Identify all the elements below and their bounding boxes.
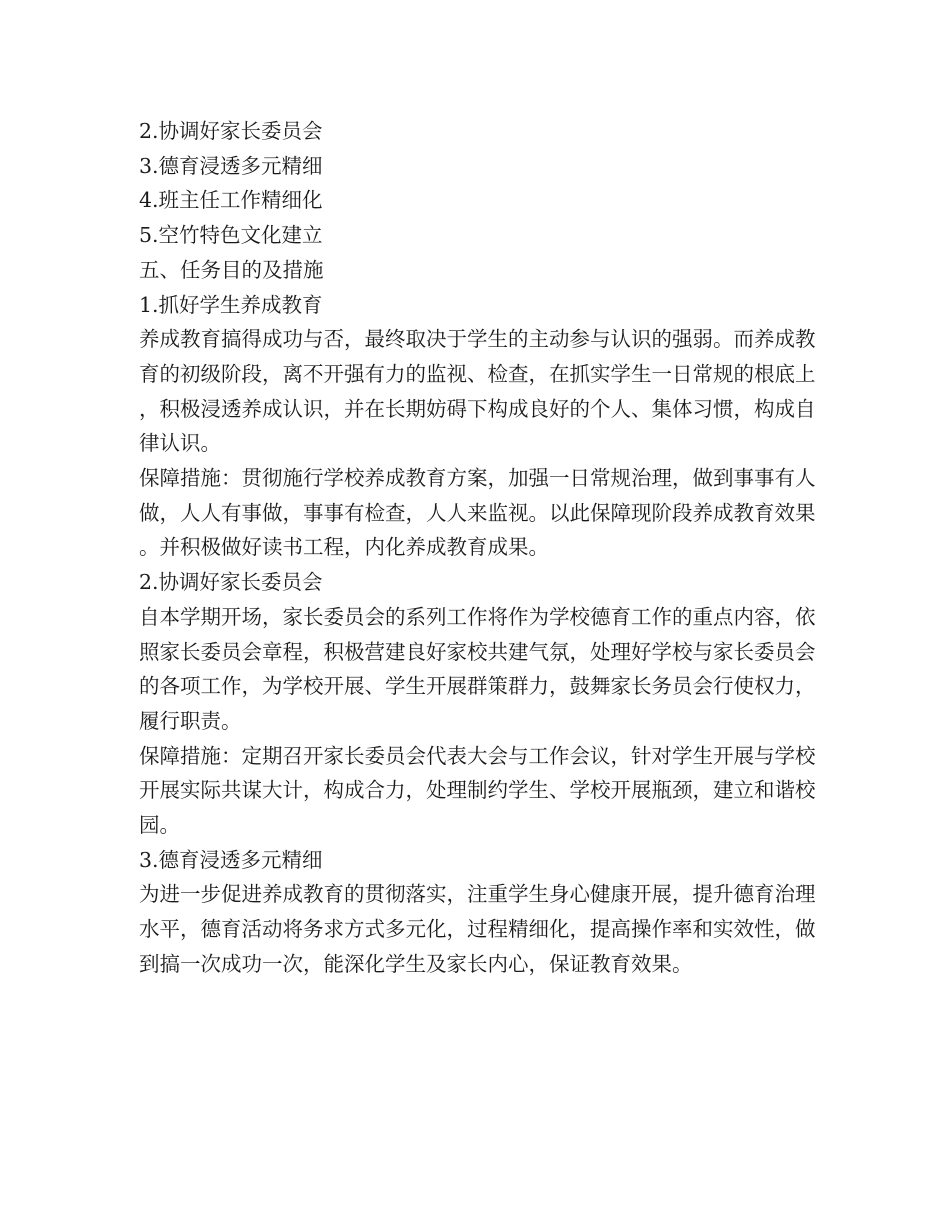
paragraph-parent-measures: 保障措施：定期召开家长委员会代表大会与工作会议，针对学生开展与学校开展实际共谋大计，构成合力，处理制约学生、学校开展瓶颈，建立和谐校园。 xyxy=(139,743,816,838)
section-heading-five: 五、任务目的及措施 xyxy=(139,257,324,282)
paragraph-parent-committee: 自本学期开场，家长委员会的系列工作将作为学校德育工作的重点内容，依照家长委员会章程，积极营建良好家校共建气氛，处理好学校与家长委员会的各项工作，为学校开展、学生开展群策群力，鼓舞家长务员会行使权力，履行职责。 xyxy=(139,604,816,733)
subheading-3: 3.德育浸透多元精细 xyxy=(139,847,323,872)
paragraph-moral-education: 为进一步促进养成教育的贯彻落实，注重学生身心健康开展，提升德育治理水平，德育活动将务求方式多元化，过程精细化，提高操作率和实效性，做到搞一次成功一次，能深化学生及家长内心，保证教育效果。 xyxy=(139,882,816,976)
subheading-1: 1.抓好学生养成教育 xyxy=(139,292,323,317)
paragraph-habit-measures: 保障措施：贯彻施行学校养成教育方案，加强一日常规治理，做到事事有人做，人人有事做，事事有检查，人人来监视。以此保障现阶段养成教育效果。并积极做好读书工程，内化养成教育成果。 xyxy=(139,466,816,560)
subheading-2: 2.协调好家长委员会 xyxy=(139,570,323,595)
outline-item-5: 5.空竹特色文化建立 xyxy=(139,223,323,248)
outline-item-2: 2.协调好家长委员会 xyxy=(139,119,323,143)
paragraph-habit-education: 养成教育搞得成功与否，最终取决于学生的主动参与认识的强弱。而养成教育的初级阶段，离不开强有力的监视、检查，在抓实学生一日常规的根底上，积极浸透养成认识，并在长期妨碍下构成良好的个人、集体习惯，构成自律认识。 xyxy=(139,327,816,456)
outline-item-3: 3.德育浸透多元精细 xyxy=(139,153,323,178)
document-body xyxy=(139,114,829,982)
outline-item-4: 4.班主任工作精细化 xyxy=(139,188,323,213)
